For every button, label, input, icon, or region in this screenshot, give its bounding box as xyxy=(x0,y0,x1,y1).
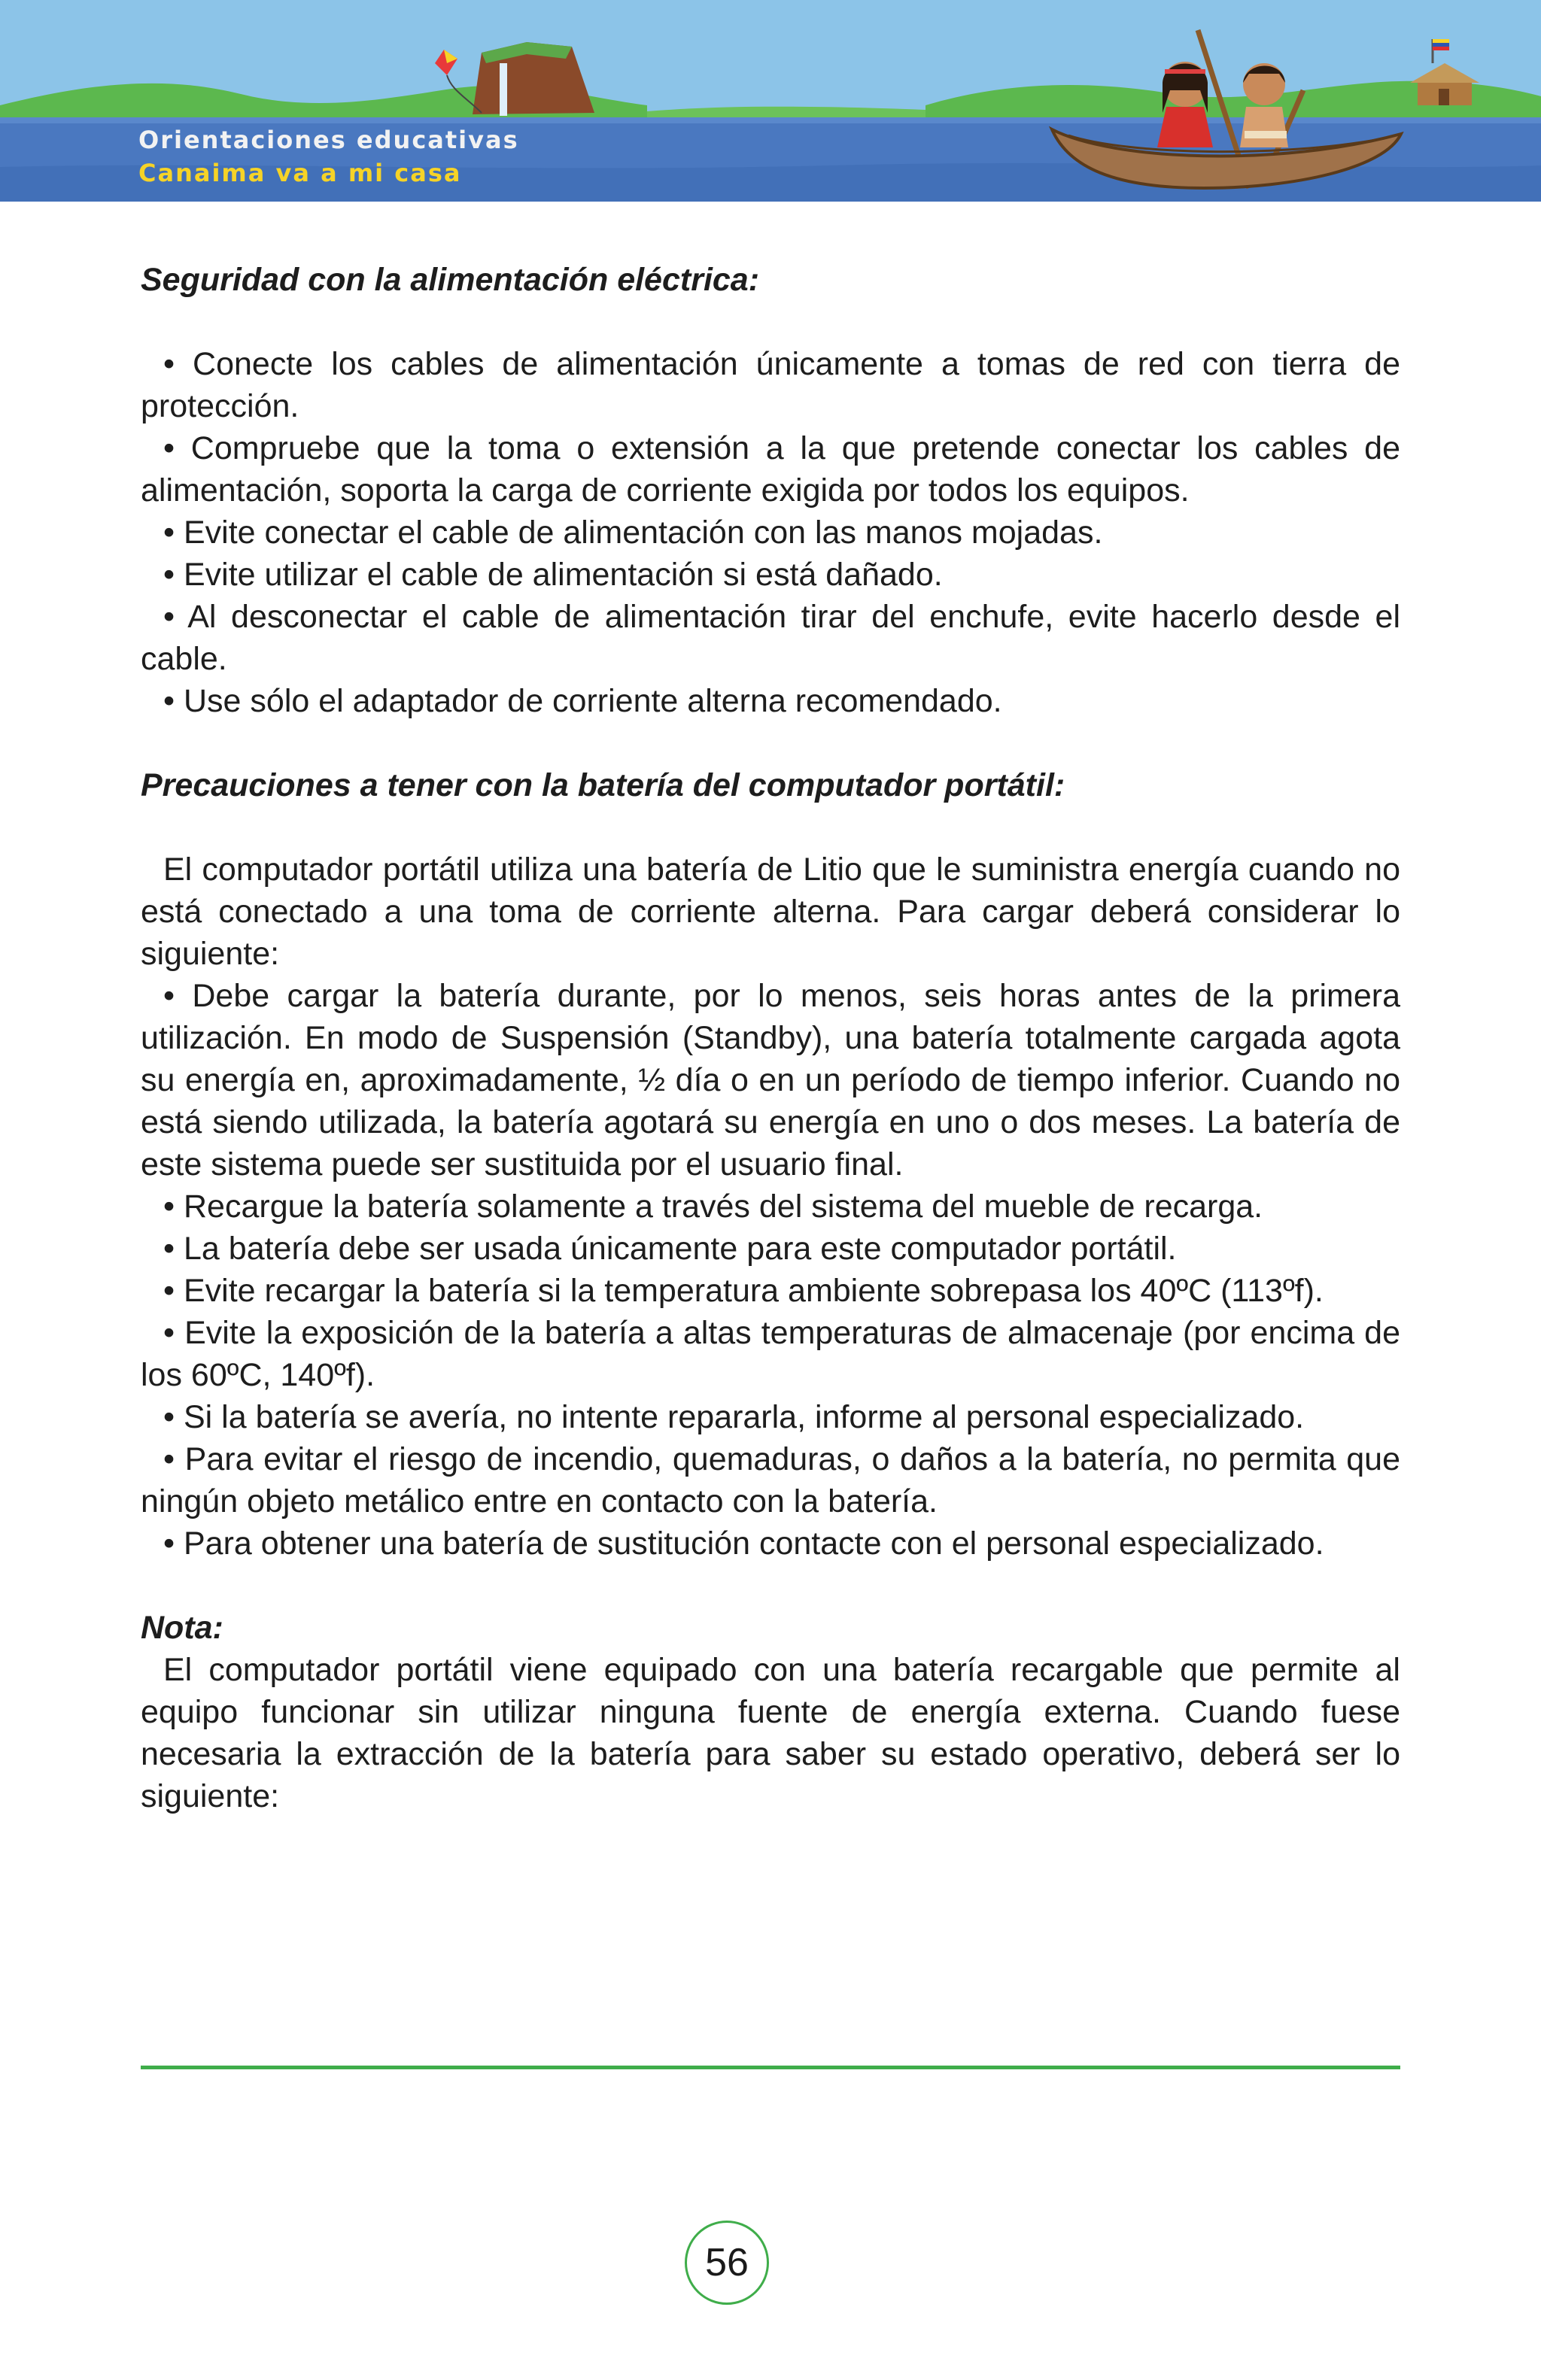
page-content xyxy=(141,259,1400,1817)
section-heading-power-safety: Seguridad con la alimentación eléctrica: xyxy=(141,262,760,298)
intro-paragraph: El computador portátil utiliza una batería de Litio que le suministra energía cuando no está conectado a una toma de corriente alterna. Para cargar deberá considerar lo siguiente: xyxy=(141,852,1400,972)
list-item: • Conecte los cables de alimentación únicamente a tomas de red con tierra de protección. xyxy=(141,346,1400,424)
list-item: • Para evitar el riesgo de incendio, quemaduras, o daños a la batería, no permita que ningún objeto metálico entre en contacto con la batería. xyxy=(141,1441,1400,1519)
section-heading-note: Nota: xyxy=(141,1610,223,1646)
note-paragraph: El computador portátil viene equipado con una batería recargable que permite al equipo funcionar sin utilizar ninguna fuente de energía externa. Cuando fuese necesaria la extracción de la batería para saber su estado operativo, deberá ser lo siguiente: xyxy=(141,1652,1400,1814)
list-item: • Evite conectar el cable de alimentación con las manos mojadas. xyxy=(163,515,1103,551)
list-item: • Evite recargar la batería si la temperatura ambiente sobrepasa los 40ºC (113ºf). xyxy=(163,1273,1324,1309)
list-item: • La batería debe ser usada únicamente para este computador portátil. xyxy=(163,1231,1177,1267)
list-item: • Para obtener una batería de sustitución contacte con el personal especializado. xyxy=(163,1525,1324,1562)
series-title-block xyxy=(138,123,519,190)
series-title: Orientaciones educativas xyxy=(138,126,519,154)
footer-divider xyxy=(141,2066,1400,2069)
page-number: 56 xyxy=(685,2221,769,2305)
header-banner xyxy=(0,0,1541,202)
list-item: • Use sólo el adaptador de corriente alterna recomendado. xyxy=(163,683,1002,719)
section-heading-battery: Precauciones a tener con la batería del computador portátil: xyxy=(141,767,1065,803)
list-item: • Si la batería se avería, no intente repararla, informe al personal especializado. xyxy=(163,1399,1305,1435)
series-subtitle: Canaima va a mi casa xyxy=(138,159,462,187)
list-item: • Evite la exposición de la batería a altas temperaturas de almacenaje (por encima de los 60ºC, 140ºf). xyxy=(141,1315,1400,1393)
list-item: • Recargue la batería solamente a través del sistema del mueble de recarga. xyxy=(163,1188,1263,1225)
list-item: • Evite utilizar el cable de alimentación si está dañado. xyxy=(163,557,943,593)
list-item: • Al desconectar el cable de alimentación tirar del enchufe, evite hacerlo desde el cable. xyxy=(141,599,1400,677)
list-item: • Compruebe que la toma o extensión a la que pretende conectar los cables de alimentación, soporta la carga de corriente exigida por todos los equipos. xyxy=(141,430,1400,508)
list-item: • Debe cargar la batería durante, por lo menos, seis horas antes de la primera utilización. En modo de Suspensión (Standby), una batería totalmente cargada agota su energía en, aproximadamente, ½ día o en un período de tiempo inferior. Cuando no está siendo utilizada, la batería agotará su energía en uno o dos meses. La batería de este sistema puede ser sustituida por el usuario final. xyxy=(141,978,1400,1182)
